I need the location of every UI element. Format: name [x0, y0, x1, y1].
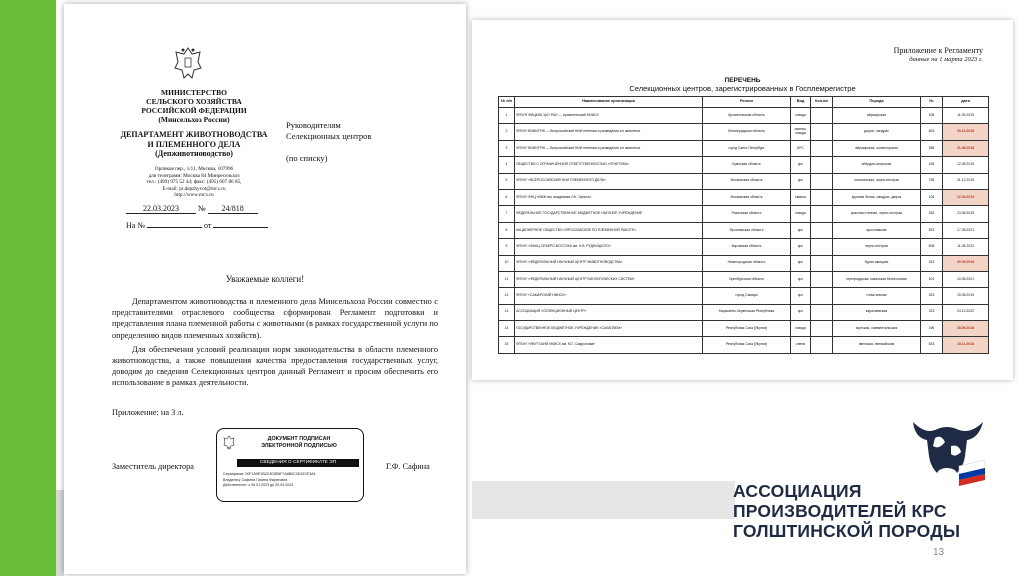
cell-kind: крс: [791, 271, 811, 287]
cell-reg-number: 608: [921, 239, 943, 255]
cell-breed: крупная белая, ландрас, дюрок: [833, 189, 921, 205]
cell-reg-number: 738: [921, 173, 943, 189]
cell-region: Московская область: [703, 189, 791, 205]
col-header: № п/п: [499, 97, 515, 108]
table-row: [499, 206, 989, 222]
cell-organization: ГОСУДАРСТВЕННОЕ БЮДЖЕТНОЕ УЧРЕЖДЕНИЕ «САХАПЛЕМ»: [515, 321, 703, 337]
stamp-line: ДОКУМЕНТ ПОДПИСАН: [267, 436, 331, 442]
dept-short: (Депживотноводство): [155, 149, 233, 158]
ministry-short: (Минсельхоз России): [158, 115, 230, 124]
cell-date: 29.09.2018: [943, 255, 989, 271]
dept-line: ДЕПАРТАМЕНТ ЖИВОТНОВОДСТВА: [120, 130, 268, 139]
cell-region: Ярославская область: [703, 222, 791, 238]
table-row: [499, 189, 989, 205]
col-header: Вид: [791, 97, 811, 108]
cell-organization: ОБЩЕСТВО С ОГРАНИЧЕННОЙ ОТВЕТСТВЕННОСТЬЮ «ГЕНЕТИКА»: [515, 157, 703, 173]
cell-date: 15.06.2019: [943, 288, 989, 304]
greeting: Уважаемые коллеги!: [225, 274, 305, 284]
cell-number: 5: [499, 173, 515, 189]
cell-reg-number: 323: [921, 304, 943, 320]
table-row: [499, 288, 989, 304]
cell-kind: крс: [791, 288, 811, 304]
cell-count: [811, 157, 833, 173]
cell-breed: голштинская, черно-пестрая: [833, 173, 921, 189]
cell-count: [811, 321, 833, 337]
cell-region: Республика Саха (Якутия): [703, 337, 791, 353]
cell-organization: ФГБУН ФИЦКИА УрО РАН — Архангельский НИИСХ: [515, 108, 703, 124]
recipient-line: (по списку): [286, 153, 328, 163]
cell-region: Кировская область: [703, 239, 791, 255]
cell-organization: ФГБНУ «ВСЕРОССИЙСКИЙ НИИ ПЛЕМЕННОГО ДЕЛА»: [515, 173, 703, 189]
appendix-title-block: [894, 46, 983, 64]
cell-breed: карачаевская: [833, 304, 921, 320]
cell-date: 21.06.2018: [943, 140, 989, 156]
cell-region: город Самара: [703, 288, 791, 304]
col-header: Кол-во: [811, 97, 833, 108]
cell-reg-number: 108: [921, 108, 943, 124]
cell-kind: крс: [791, 222, 811, 238]
cell-number: 13: [499, 304, 515, 320]
table-row: [499, 108, 989, 124]
cell-date: 15.11.2018: [943, 337, 989, 353]
cell-number: 7: [499, 206, 515, 222]
table-row: [499, 222, 989, 238]
cell-kind: крс: [791, 239, 811, 255]
cow-head-logo-icon: [905, 416, 989, 486]
table-row: [499, 140, 989, 156]
cell-organization: АССОЦИАЦИЯ «СЕЛЕКЦИОННЫЙ ЦЕНТР»: [515, 304, 703, 320]
cell-breed: айрширская, холмогорская: [833, 140, 921, 156]
cell-date: 17.08.2021: [943, 222, 989, 238]
cell-breed: черно-пестрая: [833, 239, 921, 255]
cell-number: 14: [499, 321, 515, 337]
cell-reg-number: 108: [921, 189, 943, 205]
cell-kind: говяда: [791, 108, 811, 124]
cell-organization: ФГБНУ ФНЦ «ВИЖ им. академика Л.К. Эрнста»: [515, 189, 703, 205]
cell-kind: КРС: [791, 140, 811, 156]
stamp-line: ЭЛЕКТРОННОЙ ПОДПИСЬЮ: [261, 442, 337, 449]
page-number: 13: [933, 547, 945, 558]
cell-region: Ленинградская область: [703, 124, 791, 140]
cell-number: 2: [499, 124, 515, 140]
cell-breed: дюрок, ландрас: [833, 124, 921, 140]
cell-breed: красная степная, черно-пестрая: [833, 206, 921, 222]
ot-blank: [213, 227, 268, 228]
attachment-note: Приложение: на 3 л.: [112, 408, 184, 417]
table-row: [499, 124, 989, 140]
ministry-letter: [64, 4, 466, 574]
address-line: http://www.mcx.ru: [174, 192, 214, 199]
cell-reg-number: 323: [921, 288, 943, 304]
cell-count: [811, 124, 833, 140]
e-signature-stamp: [216, 428, 364, 502]
cell-count: [811, 108, 833, 124]
reg-number: 24/818: [208, 204, 258, 214]
cell-count: [811, 140, 833, 156]
table-row: [499, 271, 989, 287]
green-side-bar: [0, 0, 56, 576]
cell-region: Карачаево-Черкесская Республика: [703, 304, 791, 320]
cell-kind: говяда: [791, 206, 811, 222]
cell-reg-number: 201: [921, 271, 943, 287]
cell-number: 12: [499, 288, 515, 304]
cell-number: 4: [499, 157, 515, 173]
cell-number: 15: [499, 337, 515, 353]
ot-label: от: [203, 221, 212, 230]
cell-reg-number: 523: [921, 337, 943, 353]
association-line: АССОЦИАЦИЯ: [733, 481, 862, 501]
table-row: [499, 321, 989, 337]
cell-count: [811, 206, 833, 222]
cell-number: 1: [499, 108, 515, 124]
cell-region: Архангельская область: [703, 108, 791, 124]
recipient-block: [286, 120, 371, 164]
cell-region: Республика Саха (Якутия): [703, 321, 791, 337]
cell-kind: свиньи, говяда: [791, 124, 811, 140]
table-row: [499, 157, 989, 173]
ministry-header: [104, 88, 284, 124]
cell-count: [811, 255, 833, 271]
stamp-cert: Сертификат: 00F1A9E1B2C4D5E6F7A8B9C0D1E2F3A4: [223, 472, 316, 476]
heading-main: ПЕРЕЧЕНЬ: [724, 77, 761, 84]
cell-number: 11: [499, 271, 515, 287]
col-header: Порода: [833, 97, 921, 108]
selection-centers-table: [498, 96, 988, 372]
registration-line: [126, 204, 258, 214]
cell-number: 3: [499, 140, 515, 156]
cell-reg-number: 333: [921, 206, 943, 222]
cell-kind: олени: [791, 337, 811, 353]
cell-date: 29.12.2018: [943, 124, 989, 140]
cell-breed: бурая швицкая: [833, 255, 921, 271]
cell-organization: АКЦИОНЕРНОЕ ОБЩЕСТВО «ЯРОСЛАВСКОЕ ПО ПЛЕМЕННОЙ РАБОТЕ»: [515, 222, 703, 238]
gray-band: [472, 481, 735, 519]
cell-breed: герефордская, казахская белоголовая: [833, 271, 921, 287]
cell-reg-number: 286: [921, 140, 943, 156]
cell-region: Нижегородская область: [703, 255, 791, 271]
cell-date: 31.12.2019: [943, 173, 989, 189]
signer-name: Г.Ф. Сафина: [386, 462, 430, 471]
reply-to-line: [126, 221, 268, 230]
recipient-line: Селекционных центров: [286, 131, 372, 141]
cell-count: [811, 337, 833, 353]
cell-organization: ФГБНУ ВНИИГРЖ — Всероссийский НИИ генетики и разведения с/х животных: [515, 124, 703, 140]
appendix-title: Приложение к Регламенту: [893, 46, 983, 55]
paragraph: Для обеспечения условий реализации норм законодательства в области племенного животноводства, а также повышения качества предоставления государственных услуг, доводим до сведения Селекционных центров данный Регламент и просим обеспечить его использование в рамках деятельности.: [112, 344, 438, 388]
col-header: Наименование организации: [515, 97, 703, 108]
cell-organization: ФГБНУ «ФЕДЕРАЛЬНЫЙ НАУЧНЫЙ ЦЕНТР ЖИВОТНОВОДСТВА»: [515, 255, 703, 271]
cell-kind: крс: [791, 157, 811, 173]
recipient-line: [286, 142, 371, 153]
appendix-document: [472, 20, 1013, 380]
reg-no-label: №: [198, 204, 206, 213]
recipient-line: Руководителям: [286, 120, 341, 130]
cell-breed: ярославская: [833, 222, 921, 238]
table-row: [499, 239, 989, 255]
address-line: E-mail: pr.depzhyvot@mcx.ru: [162, 185, 226, 192]
table-row: [499, 173, 989, 189]
cell-count: [811, 189, 833, 205]
cell-kind: говяда: [791, 321, 811, 337]
cell-date: 12.08.2019: [943, 157, 989, 173]
cell-region: Московская область: [703, 173, 791, 189]
address-line: для телеграмм: Москва 84 Минресельхоз: [148, 172, 240, 179]
stamp-details: [223, 472, 357, 489]
heading-sub: Селекционных центров, зарегистрированных в Госплемрегистре: [629, 84, 856, 93]
letter-body: [112, 296, 438, 392]
cell-breed: якутская, симментальская: [833, 321, 921, 337]
cell-breed: эвенская, эвенкийская: [833, 337, 921, 353]
cell-reg-number: 196: [921, 321, 943, 337]
cell-reg-number: 168: [921, 157, 943, 173]
department-header: [104, 130, 284, 159]
stamp-cert-bar: СВЕДЕНИЯ О СЕРТИФИКАТЕ ЭП: [237, 459, 359, 467]
ministry-line: МИНИСТЕРСТВО: [161, 88, 227, 97]
cell-organization: ФГБНУ «ЯКУТСКИЙ НИИСХ им. М.Г. Сафронова»: [515, 337, 703, 353]
association-line: ПРОИЗВОДИТЕЛЕЙ КРС: [733, 501, 947, 521]
col-header: Регион: [703, 97, 791, 108]
cell-count: [811, 239, 833, 255]
ministry-line: СЕЛЬСКОГО ХОЗЯЙСТВА: [146, 97, 242, 106]
cell-breed: голштинская: [833, 288, 921, 304]
cell-count: [811, 271, 833, 287]
cell-kind: крс: [791, 173, 811, 189]
coat-of-arms-icon: [223, 435, 235, 450]
cell-reg-number: 323: [921, 255, 943, 271]
address-line: тел.: (499) 975 52 44; факс: (495) 607 86 85,: [146, 179, 242, 186]
table-header-row: [499, 97, 989, 108]
cell-count: [811, 304, 833, 320]
coat-of-arms-icon: [174, 46, 202, 82]
paragraph: Департаментом животноводства и племенного дела Минсельхоза России совместно с представителями отраслевого сообщества сформирован Регламент подготовки и представления плана племенной работы с животными (в рамках государственной услуги по определению видов племенных хозяйств).: [112, 297, 438, 340]
cell-kind: свиньи: [791, 189, 811, 205]
cell-number: 10: [499, 255, 515, 271]
gray-side-strip: [56, 490, 64, 576]
cell-organization: ФГБНУ «ФЕДЕРАЛЬНЫЙ НАУЧНЫЙ ЦЕНТР БИОЛОГИЧЕСКИХ СИСТЕМ»: [515, 271, 703, 287]
appendix-subtitle: данные на 1 марта 2023 г.: [909, 56, 983, 63]
col-header: №: [921, 97, 943, 108]
cell-date: 11.08.2023: [943, 239, 989, 255]
na-blank: [147, 227, 202, 228]
cell-number: 8: [499, 222, 515, 238]
stamp-valid: Действителен: с 06.01.2023 до 20.04.2024: [223, 483, 294, 487]
association-line: ГОЛШТИНСКОЙ ПОРОДЫ: [733, 521, 961, 541]
cell-kind: крс: [791, 304, 811, 320]
cell-breed: айрширская: [833, 108, 921, 124]
cell-organization: ФГБНУ ВНИИГРЖ — Всероссийский НИИ генетики и разведения с/х животных: [515, 140, 703, 156]
table-row: [499, 255, 989, 271]
cell-kind: крс: [791, 255, 811, 271]
stamp-heading: [239, 436, 359, 449]
cell-date: 24.12.2022: [943, 304, 989, 320]
table-row: [499, 337, 989, 353]
cell-region: Оренбургская область: [703, 271, 791, 287]
cell-date: 23.06.2019: [943, 206, 989, 222]
appendix-heading: [472, 77, 1013, 93]
address-line: Орликов пер., 1/11, Москва, 107996: [154, 166, 234, 172]
cell-organization: ФЕДЕРАЛЬНОЕ ГОСУДАРСТВЕННОЕ БЮДЖЕТНОЕ НАУЧНОЕ УЧРЕЖДЕНИЕ: [515, 206, 703, 222]
cell-number: 9: [499, 239, 515, 255]
signer-title: Заместитель директора: [112, 462, 194, 471]
cell-region: город Санкт-Петербург: [703, 140, 791, 156]
stamp-owner: Владелец: Сафина Галина Фаритовна: [223, 477, 288, 482]
cell-reg-number: 603: [921, 124, 943, 140]
cell-date: 12.04.2019: [943, 189, 989, 205]
cell-count: [811, 173, 833, 189]
cell-region: Брянская область: [703, 157, 791, 173]
cell-number: 6: [499, 189, 515, 205]
cell-breed: абердин-ангусская: [833, 157, 921, 173]
cell-region: Рязанская область: [703, 206, 791, 222]
dept-line: И ПЛЕМЕННОГО ДЕЛА: [147, 139, 241, 149]
cell-count: [811, 288, 833, 304]
cell-date: 11.05.2019: [943, 108, 989, 124]
cell-organization: ФГБНУ «ФАНЦ СЕВЕРО-ВОСТОКА им. Н.В. РУДНИЦКОГО»: [515, 239, 703, 255]
cell-count: [811, 222, 833, 238]
table-row: [499, 304, 989, 320]
address-block: [104, 166, 284, 199]
cell-date: 10.06.2021: [943, 271, 989, 287]
cell-date: 28.06.2018: [943, 321, 989, 337]
na-label: На №: [126, 221, 145, 230]
reg-date: 22.03.2023: [126, 204, 196, 214]
col-header: дата: [943, 97, 989, 108]
cell-organization: ФГБНУ «САМАРСКИЙ НИИСХ»: [515, 288, 703, 304]
ministry-line: РОССИЙСКОЙ ФЕДЕРАЦИИ: [141, 106, 247, 115]
association-name: [733, 481, 993, 541]
cell-reg-number: 523: [921, 222, 943, 238]
